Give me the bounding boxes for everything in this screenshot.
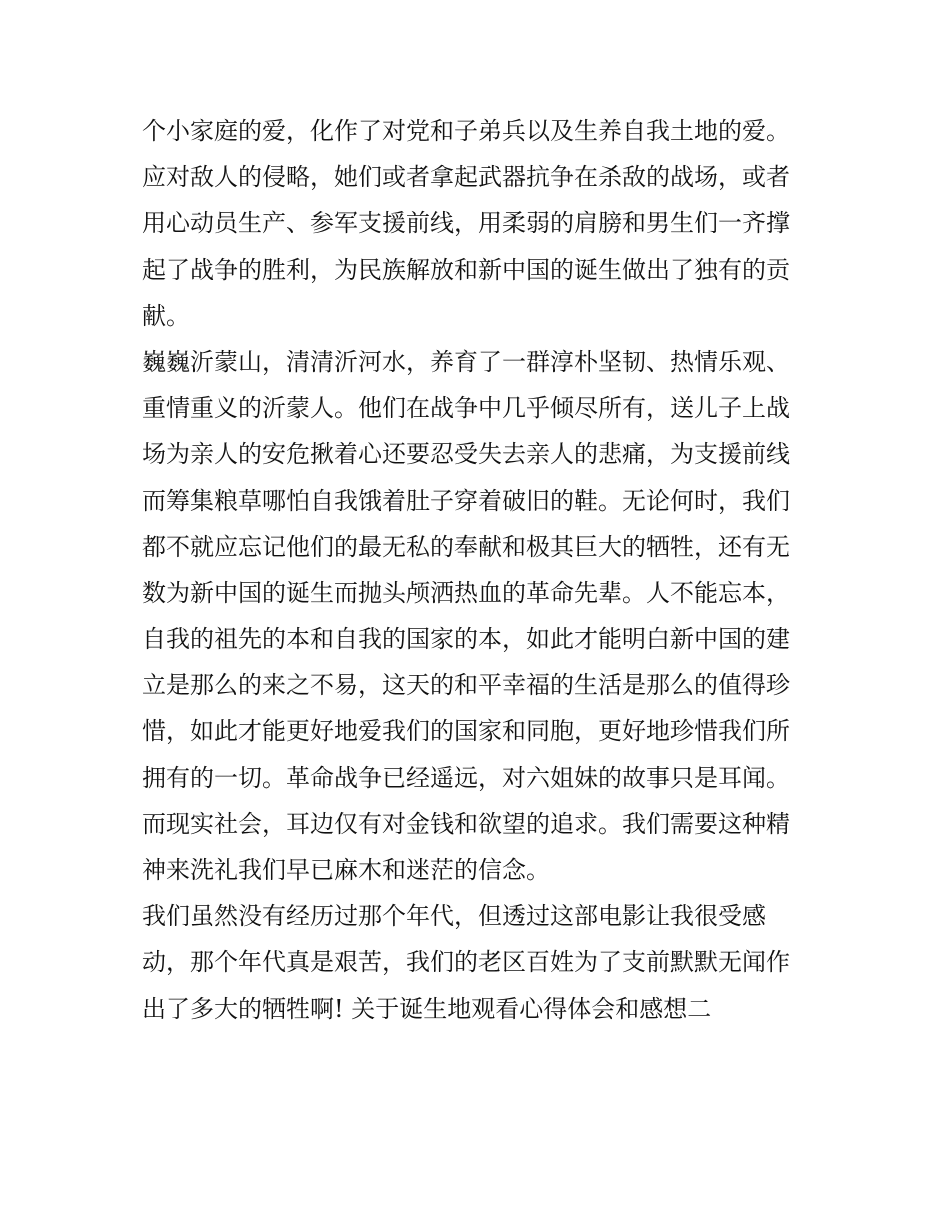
text-line: 出了多大的牺牲啊! 关于诞生地观看心得体会和感想二: [142, 994, 712, 1023]
text-line: 神来洗礼我们早已麻木和迷茫的信念。: [142, 856, 550, 884]
text-line: 我们虽然没有经历过那个年代，但透过这部电影让我很受感: [142, 902, 766, 931]
text-line: 个小家庭的爱，化作了对党和子弟兵以及生养自我土地的爱。: [142, 117, 790, 145]
text-line: 动，那个年代真是艰苦，我们的老区百姓为了支前默默无闻作: [142, 948, 790, 977]
text-line: 拥有的一切。革命战争已经遥远，对六姐妹的故事只是耳闻。: [142, 763, 790, 792]
text-line: 用心动员生产、参军支援前线，用柔弱的肩膀和男生们一齐撑: [142, 209, 790, 238]
text-line: 都不就应忘记他们的最无私的奉献和极其巨大的牺牲，还有无: [142, 532, 790, 561]
text-line: 巍巍沂蒙山，清清沂河水，养育了一群淳朴坚韧、热情乐观、: [142, 347, 790, 376]
text-line: 献。: [142, 301, 190, 330]
text-line: 惜，如此才能更好地爱我们的国家和同胞，更好地珍惜我们所: [142, 717, 790, 746]
text-line: 数为新中国的诞生而抛头颅洒热血的革命先辈。人不能忘本，: [142, 578, 790, 607]
text-line: 场为亲人的安危揪着心还要忍受失去亲人的悲痛，为支援前线: [142, 440, 790, 469]
text-line: 重情重义的沂蒙人。他们在战争中几乎倾尽所有，送儿子上战: [142, 394, 790, 423]
text-line: 自我的祖先的本和自我的国家的本，如此才能明白新中国的建: [142, 625, 790, 654]
text-line: 起了战争的胜利，为民族解放和新中国的诞生做出了独有的贡: [142, 255, 790, 284]
text-line: 立是那么的来之不易，这天的和平幸福的生活是那么的值得珍: [142, 671, 790, 700]
text-line: 而现实社会，耳边仅有对金钱和欲望的追求。我们需要这种精: [142, 809, 790, 838]
body-text: [142, 108, 822, 1032]
text-line: 应对敌人的侵略，她们或者拿起武器抗争在杀敌的战场，或者: [142, 163, 790, 192]
text-line: 而筹集粮草哪怕自我饿着肚子穿着破旧的鞋。无论何时，我们: [142, 486, 790, 515]
